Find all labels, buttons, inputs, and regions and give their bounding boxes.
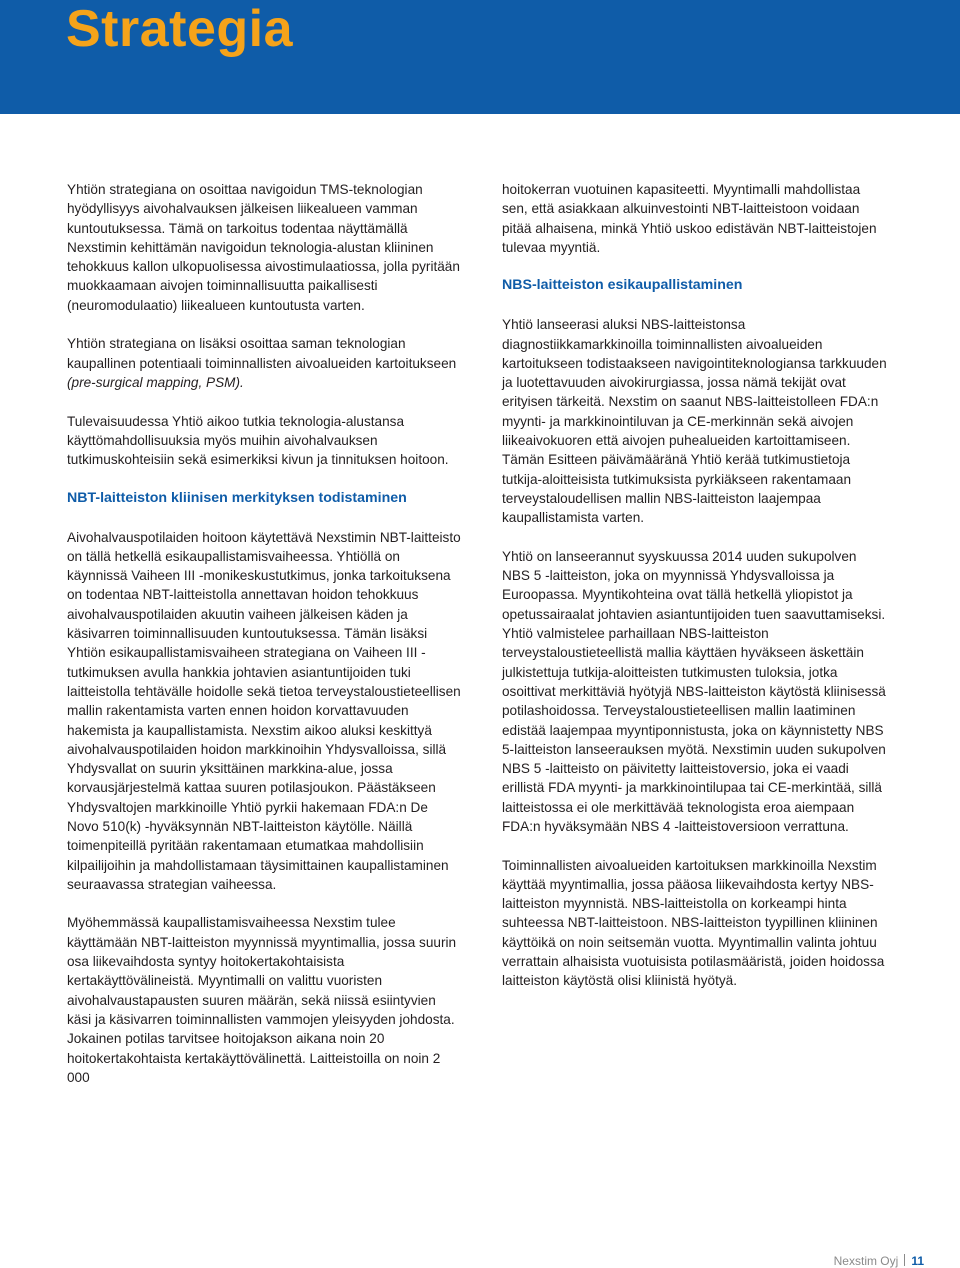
right-paragraph-4: Toiminnallisten aivoalueiden kartoituksen markkinoilla Nexstim käyttää myyntimallia, jossa pääosa liikevaihdosta kertyy NBS-laitteiston myynnistä. NBS-laitteistolla on korkeampi hinta suhteessa NBT-laitteistoon. NBS-laitteiston tyypillinen kliininen käyttöikä on noin seitsemän vuotta. Myyntimallin valinta johtuu verrattain alhaisista vuotuisista potilasmääristä, joiden hoidossa laitteiston käytöstä olisi kliinistä hyötyä. — [502, 857, 885, 989]
left-paragraph-2 — [67, 334, 462, 392]
page-number: 11 — [911, 1254, 924, 1268]
footer-company: Nexstim Oyj — [833, 1254, 899, 1268]
footer-separator — [904, 1254, 905, 1266]
left-paragraph-2-italic: (pre-surgical mapping, PSM). — [67, 374, 244, 390]
right-paragraph-1: hoitokerran vuotuinen kapasiteetti. Myyntimalli mahdollistaa sen, että asiakkaan alkuinvestointi NBT-laitteistoon voidaan pitää alhaisena, minkä Yhtiö uskoo edistävän NBT-laitteistojen tulevaa myyntiä. — [502, 182, 877, 255]
left-paragraph-4: Aivohalvauspotilaiden hoitoon käytettävä Nexstimin NBT-laitteisto on tällä hetkellä esikaupallistamisvaiheessa. Yhtiöllä on käynnissä Vaiheen III -monikeskustutkimus, jonka tarkoituksena on todentaa NBT-laitteistolla annettavan hoidon tehokkuus aivohalvauspotilaiden akuutin vaiheen jälkeisen käden ja käsivarren toiminnallisuuden kuntoutuksessa. Tämän lisäksi Yhtiön esikaupallistamisvaiheen strategiana on Vaiheen III -tutkimuksen avulla hankkia johtavien asiantuntijoiden tuki laitteistolla tehtävälle hoidolle sekä tietoa terveystaloustieteellisen mallin rakentamista varten ennen hoidon korvattavuuden hakemista ja kaupallistamista. Nexstim aikoo aluksi keskittyä aivohalvauspotilaiden hoidon markkinoihin Yhdysvalloissa, sillä Yhdysvallat on suurin yksittäinen markkina-alue, jossa korvausjärjestelmä kattaa suuren potilasjoukon. Päästäkseen Yhdysvaltojen markkinoille Yhtiö pyrkii hakemaan FDA:n De Novo 510(k) -hyväksynnän NBT-laitteiston käytölle. Näillä toimenpiteillä pyritään rakentamaan etumatkaa mahdollisiin kilpailijoihin ja mahdollistamaan täysimittainen kaupallistaminen seuraavassa strategian vaiheessa. — [67, 529, 461, 892]
right-paragraph-2: Yhtiö lanseerasi aluksi NBS-laitteistonsa diagnostiikkamarkkinoilla toiminnallisten aivoalueiden kartoitukseen todistaakseen navigointiteknologiansa tarkkuuden ja luotettavuuden aivokirurgiassa, jossa nämä tekijät ovat erityisen tärkeitä. Nexstim on saanut NBS-laitteistolleen FDA:n myynti- ja markkinointiluvan ja CE-merkinnän sekä aivojen liikeaivokuoren että aivojen puhealueiden kartoittamiseen. Tämän Esitteen päivämääränä Yhtiö kerää tutkimustietoja tutkija-aloitteisista tutkimuksista pyrkiäkseen rakentamaan terveystaloudellisen mallin NBS-laitteiston laajempaa kaupallistamista varten. — [502, 317, 887, 526]
header-band — [0, 0, 960, 114]
right-column — [502, 180, 887, 1010]
page-footer — [834, 1254, 924, 1268]
page-title: Strategia — [66, 0, 294, 58]
right-paragraph-3: Yhtiö on lanseerannut syyskuussa 2014 uuden sukupolven NBS 5 -laitteiston, joka on myynnissä Yhdysvalloissa ja Euroopassa. Myyntikohteina ovat tällä hetkellä yliopistot ja opetussairaalat johtavien asiantuntijoiden tuen saavuttamiseksi. Yhtiö valmistelee parhaillaan NBS-laitteiston terveystaloustieteellistä mallia käyttäen hyväkseen äskettäin julkistettuja tutkija-aloitteisten tutkimusten tuloksia, jotka osoittivat merkittäviä hyötyjä NBS-laitteiston käytöstä kliinisessä potilashoidossa. Terveystaloustieteellisen mallin laatiminen edistää laajempaa myyntiponnistusta, joka on käynnistetty NBS 5-laitteiston lanseerauksen myötä. Nexstimin uuden sukupolven NBS 5 -laitteisto on päivitetty laitteistoversio, joka ei vaadi erillistä FDA myynti- ja markkinointilupaa tai CE-merkintää, sillä laitteistossa ei ole merkittävää teknologista eroa aiempaan FDA:n hyväksymään NBS 4 -laitteistoversioon verrattuna. — [502, 548, 886, 834]
left-paragraph-2-text: Yhtiön strategiana on lisäksi osoittaa saman teknologian kaupallinen potentiaali toiminnallisten aivoalueiden kartoitukseen — [67, 336, 457, 371]
left-column — [67, 180, 462, 1106]
left-paragraph-3: Tulevaisuudessa Yhtiö aikoo tutkia teknologia-alustansa käyttömahdollisuuksia myös muihin aivohalvauksen tutkimuskohteisiin sekä esimerkiksi kivun ja tinnituksen hoitoon. — [67, 413, 449, 468]
section-heading-nbt: NBT-laitteiston kliinisen merkityksen todistaminen — [67, 489, 407, 506]
left-paragraph-5: Myöhemmässä kaupallistamisvaiheessa Nexstim tulee käyttämään NBT-laitteiston myynnissä myyntimallia, jossa suurin osa liikevaihdosta syntyy hoitokertakohtaisista kertakäyttövälineistä. Myyntimalli on valittu vuoristen aivohalvaustapausten suuren määrän, sekä niissä esiintyvien käsi ja käsivarren toiminnallisten vammojen yleisyyden johdosta. Jokainen potilas tarvitsee hoitojakson aikana noin 20 hoitokertakohtaista kertakäyttövälinettä. Laitteistoilla on noin 2 000 — [67, 915, 457, 1085]
section-heading-nbs: NBS-laitteiston esikaupallistaminen — [502, 277, 743, 294]
left-paragraph-1: Yhtiön strategiana on osoittaa navigoidun TMS-teknologian hyödyllisyys aivohalvauksen jälkeisen liikealueen vamman kuntoutuksessa. Tämä on tarkoitus todentaa näyttämällä Nexstimin kehittämän navigoidun teknologia-alustan kliininen tehokkuus kallon ulkopuolisessa aivostimulaatiossa, jolla pyritään muokkaamaan aivojen toiminnallisuutta paikallisesti (neuromodulaatio) liikealueen kuntoutusta varten. — [67, 182, 460, 313]
